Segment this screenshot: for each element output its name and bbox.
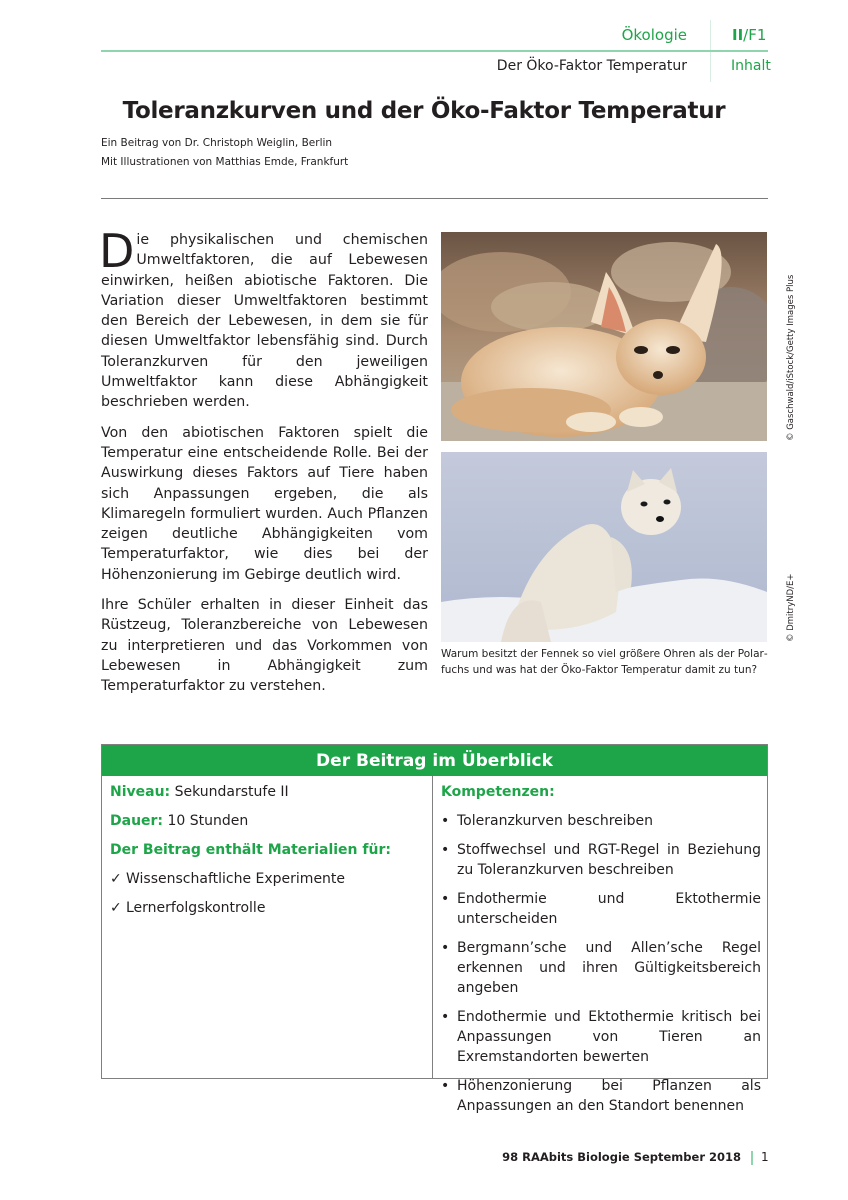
bullet-icon: • (441, 842, 450, 858)
header-topic: Ökologie (621, 26, 687, 44)
fennec-fox-photo (441, 232, 767, 441)
dauer-label: Dauer: (110, 813, 164, 829)
bullet-icon: • (441, 1078, 450, 1094)
footer-publication: 98 RAAbits Biologie September 2018 (502, 1150, 741, 1164)
competence-item-text: Stoffwechsel und RGT-Regel in Beziehung zu Toleranzkurven beschreiben (457, 842, 761, 878)
intro-text (99, 224, 428, 707)
competences-label: Kompetenzen: (441, 784, 555, 800)
niveau-label: Niveau: (110, 784, 171, 800)
competence-item (441, 811, 761, 831)
photo-credit-arctic: © DmitryND/E+ (786, 573, 796, 642)
competence-item (441, 1076, 761, 1116)
header-unit-code-bold: II (732, 26, 744, 44)
overview-right-column (441, 782, 761, 1125)
header-subtitle: Der Öko-Faktor Temperatur (496, 58, 687, 74)
photo-credit-fennec: © Gaschwald/iStock/Getty Images Plus (786, 274, 796, 441)
materials-label: Der Beitrag enthält Materialien für: (110, 842, 391, 858)
overview-column-divider (432, 776, 433, 1078)
dropcap: D (99, 224, 135, 278)
checkmark-icon: ✓ (110, 900, 122, 916)
overview-left-column (110, 782, 425, 927)
bullet-icon: • (441, 813, 450, 829)
header-section: Inhalt (731, 58, 771, 74)
photo-caption: Warum besitzt der Fennek so viel größere Ohren als der Polarfuchs und was hat der Öko-Faktor Temperatur damit zu tun? (441, 648, 768, 676)
intro-paragraph-3: Ihre Schüler erhalten in dieser Einheit das Rüstzeug, Toleranzbereiche von Lebewesen zu interpretieren und das Vorkommen von Lebewesen in Abhängigkeit zum Temperaturfaktor zu verstehen. (101, 597, 428, 695)
bullet-icon: • (441, 891, 450, 907)
dauer-row (110, 811, 425, 831)
dauer-value: 10 Stunden (167, 813, 249, 829)
intro-paragraph-2: Von den abiotischen Faktoren spielt die Temperatur eine entscheidende Rolle. Bei der Auswirkung dieses Faktors auf Tiere haben sich Anpassungen ergeben, die als Klimaregeln formuliert wurden. Auch Pflanzen zeigen deutliche Abhängigkeiten vom Temperaturfaktor, wie dies bei der Höhenzonierung im Gebirge deutlich wird. (101, 424, 428, 583)
bullet-icon: • (441, 940, 450, 956)
competence-item-text: Toleranzkurven beschreiben (457, 813, 654, 829)
intro-paragraph-1 (99, 224, 428, 413)
page-number: 1 (761, 1150, 769, 1164)
byline-illustrator: Mit Illustrationen von Matthias Emde, Frankfurt (101, 156, 349, 168)
title-divider (101, 198, 768, 199)
overview-heading: Der Beitrag im Überblick (102, 745, 767, 776)
page-title: Toleranzkurven und der Öko-Faktor Temperatur (122, 98, 726, 124)
material-item-text: Wissenschaftliche Experimente (126, 871, 346, 887)
material-item (110, 898, 425, 918)
bullet-icon: • (441, 1009, 450, 1025)
arctic-fox-illustration (441, 452, 767, 642)
competence-item (441, 938, 761, 998)
competence-item (441, 889, 761, 929)
material-item (110, 869, 425, 889)
niveau-value: Sekundarstufe II (174, 784, 289, 800)
header-unit-code-rest: /F1 (743, 26, 767, 44)
intro-paragraph-1-text: ie physikalischen und chemischen Umweltfaktoren, die auf Lebewesen einwirken, heißen abiotische Faktoren. Die Variation dieser Umweltfaktoren bestimmt den Bereich der Lebewesen, in dem sie für diesen Umweltfaktor lebensfähig sind. Durch Toleranzkurven für den jeweiligen Umweltfaktor kann diese Abhängigkeit beschrieben werden. (101, 232, 428, 411)
competence-item-text: Bergmann’sche und Allen’sche Regel erkennen und ihren Gültigkeitsbereich angeben (457, 940, 761, 996)
byline-author: Ein Beitrag von Dr. Christoph Weiglin, Berlin (101, 137, 333, 149)
competence-item (441, 840, 761, 880)
material-item-text: Lernerfolgskontrolle (126, 900, 266, 916)
competence-item (441, 1007, 761, 1067)
competence-item-text: Endothermie und Ektothermie unterscheiden (457, 891, 761, 927)
fennec-fox-illustration (441, 232, 767, 441)
footer-divider (751, 1151, 753, 1165)
header-unit-code (732, 26, 766, 44)
competence-item-text: Endothermie und Ektothermie kritisch bei Anpassungen von Tieren an Exremstandorten bewerten (457, 1009, 761, 1065)
competence-item-text: Höhenzonierung bei Pflanzen als Anpassungen an den Standort benennen (457, 1078, 761, 1114)
niveau-row (110, 782, 425, 802)
header-rule (101, 50, 768, 52)
arctic-fox-photo (441, 452, 767, 642)
checkmark-icon: ✓ (110, 871, 122, 887)
overview-box (101, 744, 768, 1114)
